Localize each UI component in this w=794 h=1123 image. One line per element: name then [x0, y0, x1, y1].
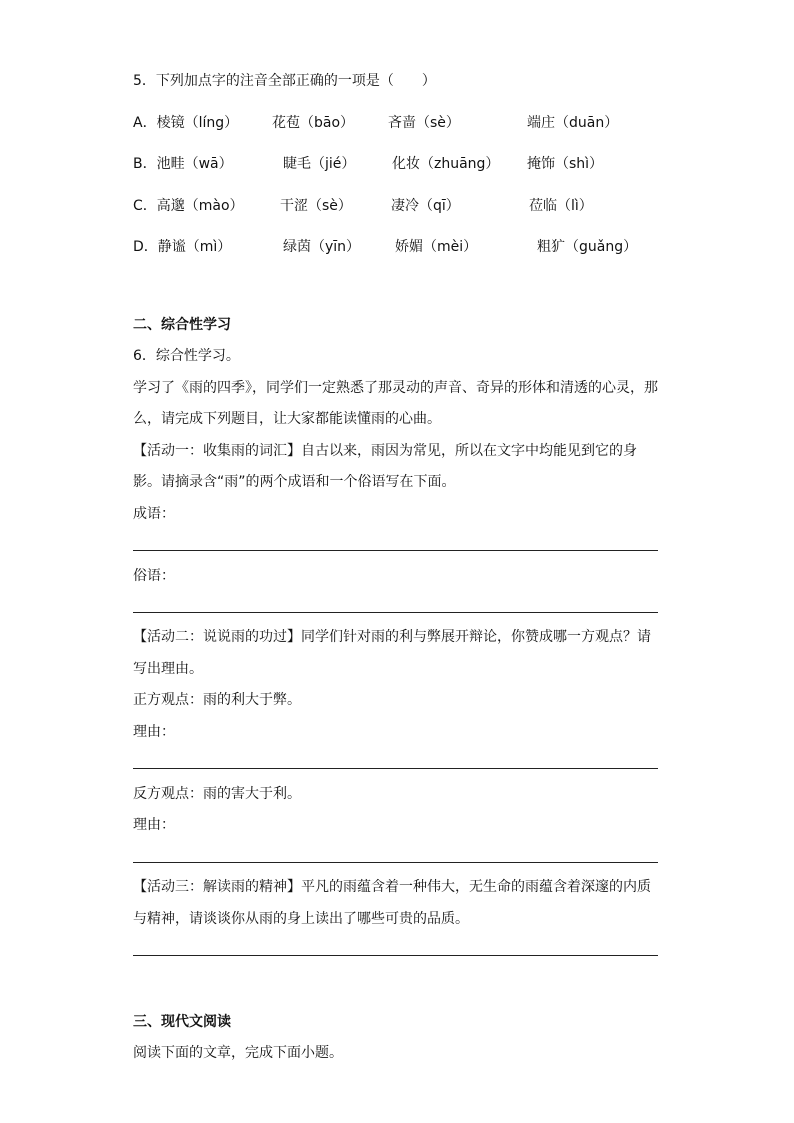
- option-b-item: 掩饰（shì）: [527, 156, 604, 172]
- option-a-item: 花苞（bāo）: [272, 115, 355, 131]
- option-c-item: 干涩（sè）: [280, 198, 352, 214]
- option-d-item: 粗犷（guǎng）: [537, 239, 638, 255]
- option-d-item: 娇媚（mèi）: [395, 239, 478, 255]
- option-b-label: B．池畦（wā）: [133, 156, 233, 172]
- idiom-label: 成语：: [133, 506, 175, 522]
- activity-1-text: 【活动一：收集雨的词汇】自古以来，雨因为常见，所以在文字中均能见到它的身: [133, 443, 637, 459]
- pro-view: 正方观点：雨的利大于弊。: [133, 692, 301, 708]
- reason-label: 理由：: [133, 724, 175, 740]
- pro-reason-answer-line[interactable]: [133, 768, 658, 769]
- intro-text: 么，请完成下列题目，让大家都能读懂雨的心曲。: [133, 411, 441, 427]
- option-b-item: 化妆（zhuāng）: [392, 156, 500, 172]
- activity-3-text: 与精神，请谈谈你从雨的身上读出了哪些可贵的品质。: [133, 911, 469, 927]
- option-c-item: 莅临（lì）: [529, 198, 593, 214]
- option-a-item: 端庄（duān）: [527, 115, 619, 131]
- option-b-item: 睫毛（jié）: [283, 156, 356, 172]
- con-reason-answer-line[interactable]: [133, 862, 658, 863]
- activity-1-text: 影。请摘录含“雨”的两个成语和一个俗语写在下面。: [133, 474, 456, 490]
- section-heading-2: 二、综合性学习: [133, 317, 231, 333]
- activity-2-text: 【活动二：说说雨的功过】同学们针对雨的利与弊展开辩论，你赞成哪一方观点？请: [133, 629, 651, 645]
- activity-2-text: 写出理由。: [133, 661, 203, 677]
- option-c-item: 凄冷（qī）: [391, 198, 460, 214]
- reason-label: 理由：: [133, 817, 175, 833]
- section-heading-3: 三、现代文阅读: [133, 1014, 231, 1030]
- question-5-stem: 5．下列加点字的注音全部正确的一项是（ ）: [133, 73, 436, 89]
- reading-instruction: 阅读下面的文章，完成下面小题。: [133, 1045, 343, 1061]
- activity-3-text: 【活动三：解读雨的精神】平凡的雨蕴含着一种伟大，无生命的雨蕴含着深邃的内质: [133, 879, 651, 895]
- option-c-label: C．高邈（mào）: [133, 198, 244, 214]
- idiom-answer-line[interactable]: [133, 550, 658, 551]
- proverb-label: 俗语：: [133, 568, 175, 584]
- activity-3-answer-line[interactable]: [133, 955, 658, 956]
- con-view: 反方观点：雨的害大于利。: [133, 786, 301, 802]
- question-6-title: 6．综合性学习。: [133, 348, 240, 364]
- option-d-item: 绿茵（yīn）: [283, 239, 361, 255]
- proverb-answer-line[interactable]: [133, 612, 658, 613]
- intro-text: 学习了《雨的四季》，同学们一定熟悉了那灵动的声音、奇异的形体和清透的心灵，那: [133, 380, 658, 396]
- option-d-label: D．静谧（mì）: [133, 239, 232, 255]
- option-a-item: 吝啬（sè）: [388, 115, 460, 131]
- option-a-label: A．棱镜（líng）: [133, 115, 239, 131]
